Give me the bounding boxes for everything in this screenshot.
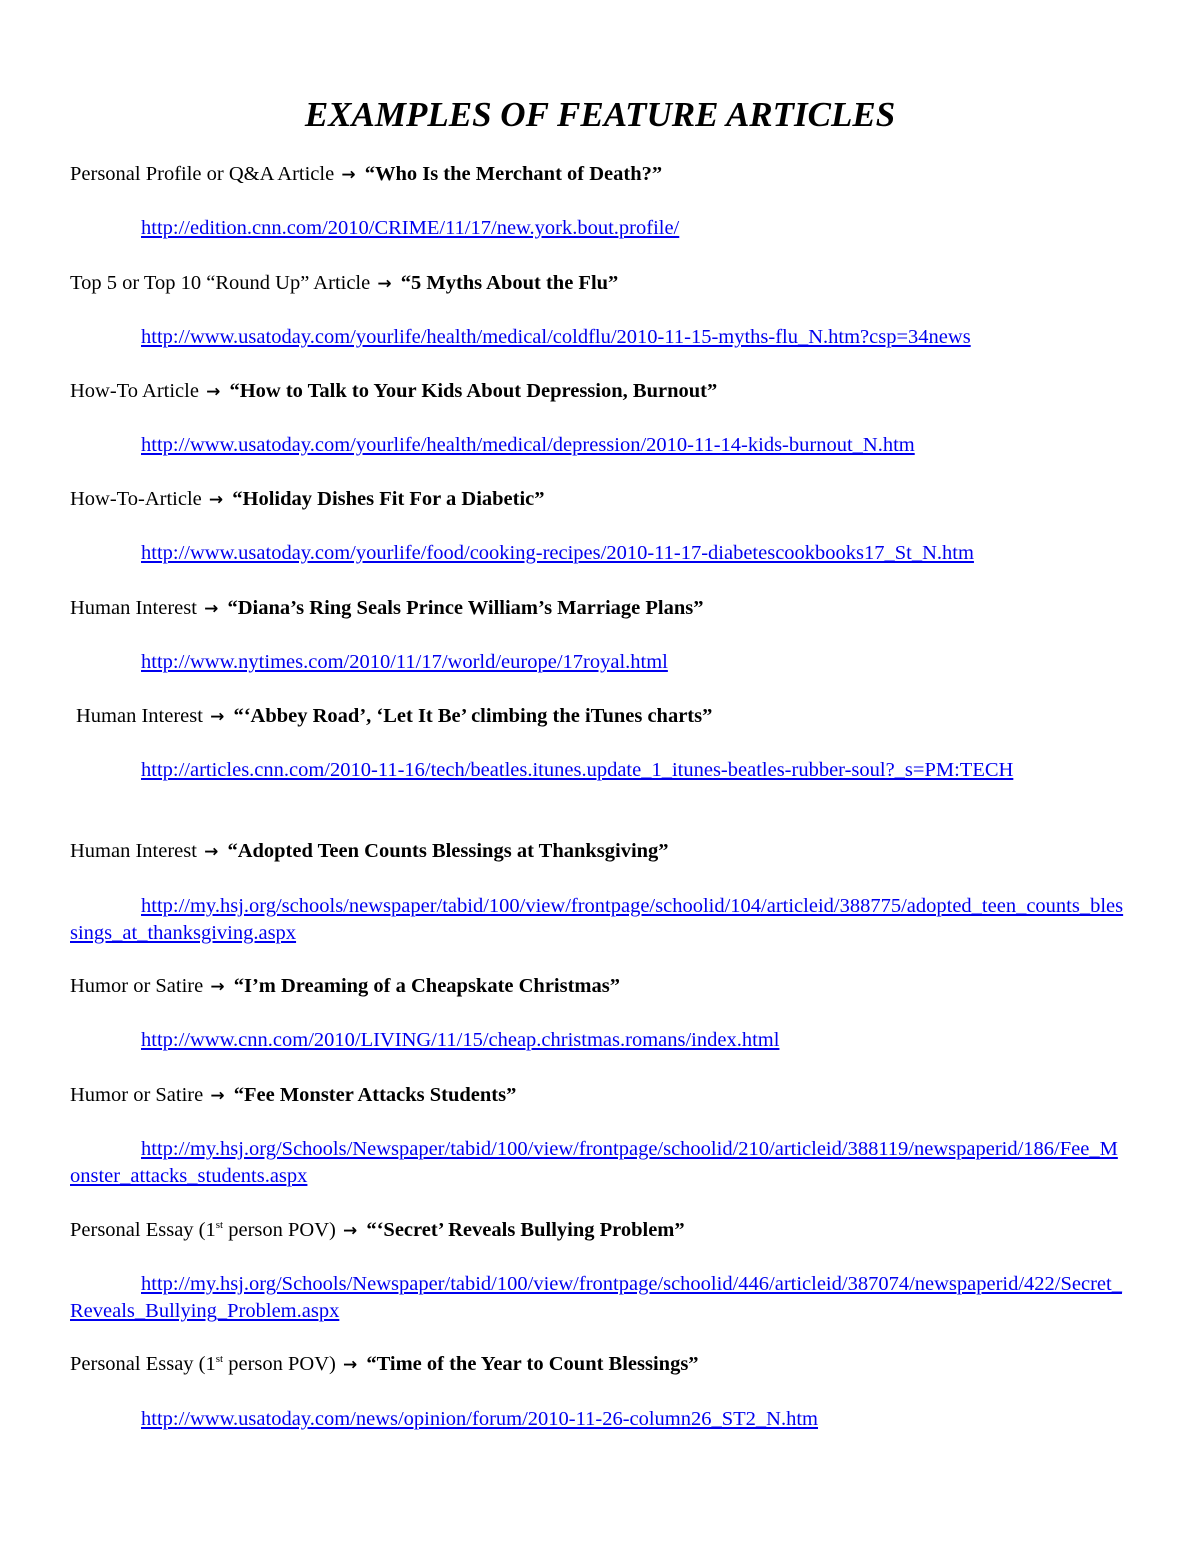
article-headline: “Fee Monster Attacks Students” [233, 1084, 517, 1106]
article-headline: “Diana’s Ring Seals Prince William’s Marriage Plans” [227, 597, 704, 619]
article-headline: “Who Is the Merchant of Death?” [364, 163, 663, 185]
entry-label-howto [70, 378, 717, 405]
arrow-right-icon: → [377, 274, 392, 294]
entry-label-profile [70, 161, 662, 188]
category-label: Humor or Satire [70, 975, 204, 997]
entry-label-personal-essay-2 [70, 1351, 699, 1378]
category-label: Human Interest [70, 840, 197, 862]
entry-label-howto-2 [70, 486, 545, 513]
arrow-right-icon: → [210, 1086, 225, 1106]
article-headline: “How to Talk to Your Kids About Depression, Burnout” [229, 380, 718, 402]
entry-label-roundup [70, 270, 618, 297]
entry-label-humor-2 [70, 1082, 516, 1109]
arrow-right-icon: → [342, 1355, 358, 1375]
article-headline: “5 Myths About the Flu” [400, 272, 619, 294]
article-link[interactable]: http://www.usatoday.com/yourlife/health/medical/coldflu/2010-11-15-myths-flu_N.htm?csp=34news [141, 326, 971, 348]
article-link[interactable]: http://my.hsj.org/Schools/Newspaper/tabid/100/view/frontpage/schoolid/210/articleid/388119/newspaperid/186/Fee_Monster_attacks_students.aspx [70, 1138, 1118, 1187]
category-label: How-To-Article [70, 488, 202, 510]
arrow-right-icon: → [208, 490, 224, 510]
category-label: Human Interest [70, 597, 197, 619]
article-link[interactable]: http://www.nytimes.com/2010/11/17/world/europe/17royal.html [141, 651, 668, 673]
category-label: How-To Article [70, 380, 199, 402]
arrow-right-icon: → [204, 599, 219, 619]
arrow-right-icon: → [204, 842, 219, 862]
arrow-right-icon: → [342, 1221, 358, 1241]
article-link[interactable]: http://www.usatoday.com/yourlife/food/cooking-recipes/2010-11-17-diabetescookbooks17_St_N.htm [141, 542, 974, 564]
article-headline: “Adopted Teen Counts Blessings at Thanksgiving” [227, 840, 669, 862]
article-link[interactable]: http://www.usatoday.com/yourlife/health/medical/depression/2010-11-14-kids-burnout_N.htm [141, 434, 915, 456]
category-label: Human Interest [76, 705, 203, 727]
article-link[interactable]: http://edition.cnn.com/2010/CRIME/11/17/new.york.bout.profile/ [141, 217, 680, 239]
entry-label-personal-essay [70, 1217, 685, 1244]
entry-label-human-interest [70, 595, 704, 622]
category-label: Personal Essay (1st person POV) [70, 1219, 336, 1241]
arrow-right-icon: → [210, 707, 225, 727]
article-headline: “‘Secret’ Reveals Bullying Problem” [366, 1219, 685, 1241]
article-link[interactable]: http://my.hsj.org/schools/newspaper/tabid/100/view/frontpage/schoolid/104/articleid/388775/adopted_teen_counts_blessings_at_thanksgiving.aspx [70, 895, 1124, 944]
article-headline: “I’m Dreaming of a Cheapskate Christmas” [233, 975, 620, 997]
article-link[interactable]: http://articles.cnn.com/2010-11-16/tech/beatles.itunes.update_1_itunes-beatles-rubber-soul?_s=PM:TECH [141, 759, 1014, 781]
document-title: EXAMPLES OF FEATURE ARTICLES [304, 95, 896, 134]
arrow-right-icon: → [210, 977, 225, 997]
arrow-right-icon: → [206, 382, 221, 402]
category-label: Personal Essay (1st person POV) [70, 1353, 336, 1375]
article-headline: “‘Abbey Road’, ‘Let It Be’ climbing the iTunes charts” [233, 705, 713, 727]
arrow-right-icon: → [341, 165, 356, 185]
article-headline: “Holiday Dishes Fit For a Diabetic” [232, 488, 545, 510]
category-label: Humor or Satire [70, 1084, 204, 1106]
entry-label-humor [70, 973, 620, 1000]
category-label: Personal Profile or Q&A Article [70, 163, 335, 185]
article-link[interactable]: http://www.usatoday.com/news/opinion/forum/2010-11-26-column26_ST2_N.htm [141, 1408, 819, 1430]
article-link[interactable]: http://my.hsj.org/Schools/Newspaper/tabid/100/view/frontpage/schoolid/446/articleid/387074/newspaperid/422/Secret_Reveals_Bullying_Problem.aspx [70, 1273, 1122, 1322]
article-link[interactable]: http://www.cnn.com/2010/LIVING/11/15/cheap.christmas.romans/index.html [141, 1029, 780, 1051]
article-headline: “Time of the Year to Count Blessings” [366, 1353, 699, 1375]
category-label: Top 5 or Top 10 “Round Up” Article [70, 272, 371, 294]
entry-label-human-interest-2 [76, 703, 712, 730]
entry-label-human-interest-3 [70, 838, 669, 865]
